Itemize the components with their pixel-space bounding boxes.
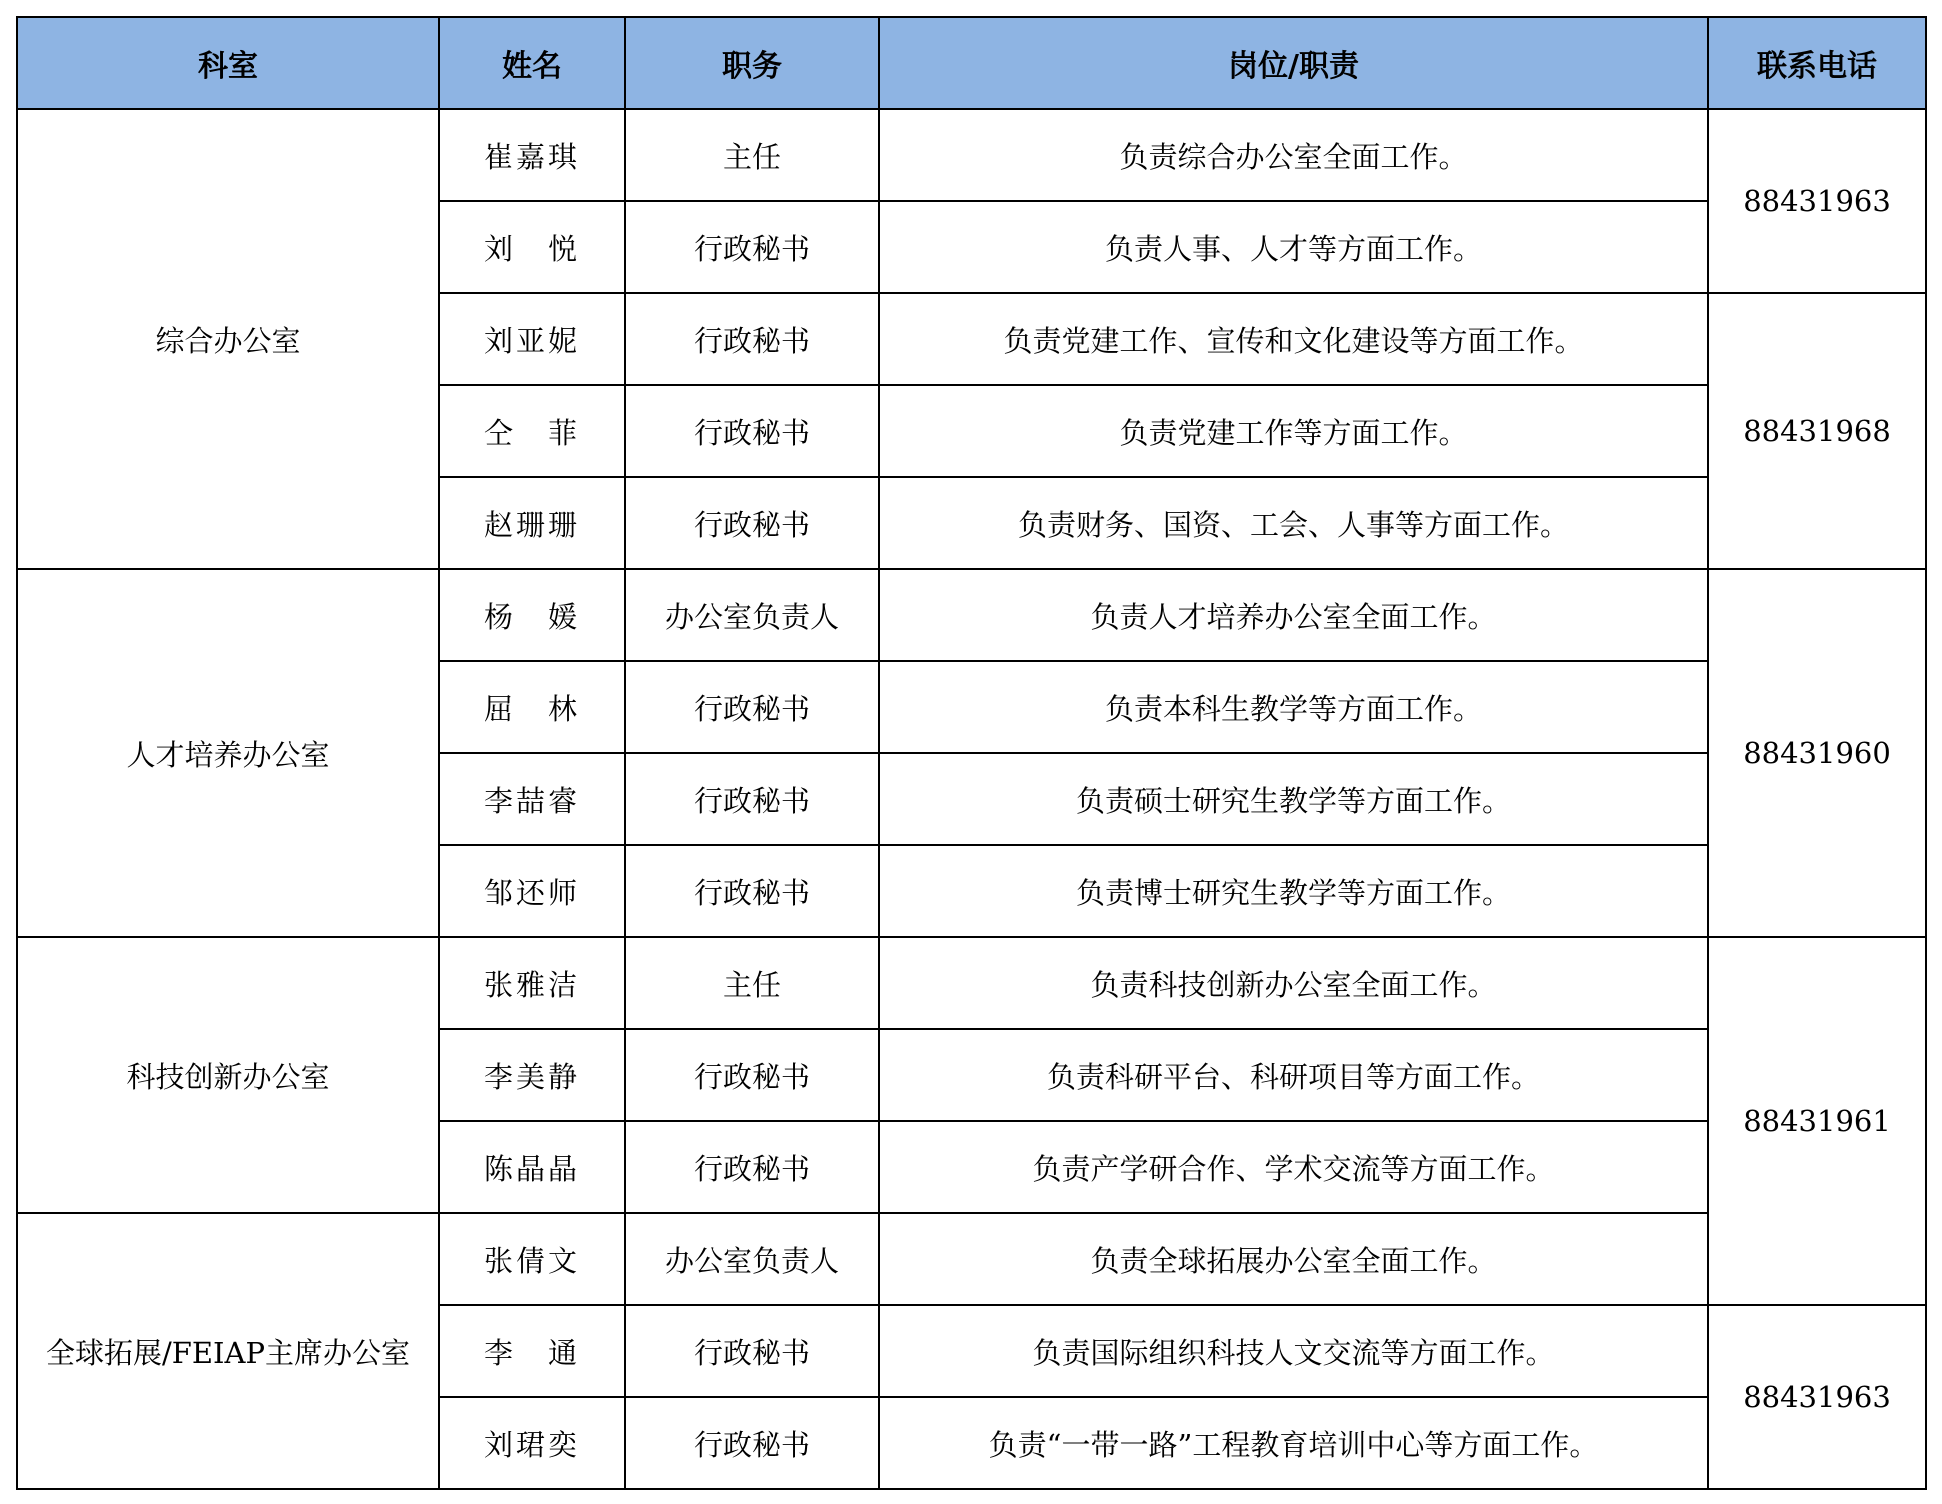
title-cell: 行政秘书 bbox=[625, 1121, 879, 1213]
name-cell: 赵珊珊 bbox=[439, 477, 625, 569]
title-cell: 行政秘书 bbox=[625, 1397, 879, 1489]
duty-cell: 负责科研平台、科研项目等方面工作。 bbox=[879, 1029, 1708, 1121]
title-cell: 行政秘书 bbox=[625, 477, 879, 569]
name-cell: 邹还师 bbox=[439, 845, 625, 937]
duty-cell: 负责财务、国资、工会、人事等方面工作。 bbox=[879, 477, 1708, 569]
duty-cell: 负责国际组织科技人文交流等方面工作。 bbox=[879, 1305, 1708, 1397]
phone-cell: 88431963 bbox=[1708, 1305, 1926, 1489]
duty-cell: 负责科技创新办公室全面工作。 bbox=[879, 937, 1708, 1029]
header-dept: 科室 bbox=[17, 17, 439, 109]
name-cell: 张雅洁 bbox=[439, 937, 625, 1029]
name-cell: 刘亚妮 bbox=[439, 293, 625, 385]
phone-cell: 88431963 bbox=[1708, 109, 1926, 293]
staff-contact-table bbox=[16, 16, 1927, 1490]
name-cell: 屈 林 bbox=[439, 661, 625, 753]
header-phone: 联系电话 bbox=[1708, 17, 1926, 109]
header-title: 职务 bbox=[625, 17, 879, 109]
name-cell: 刘珺奕 bbox=[439, 1397, 625, 1489]
table-row bbox=[17, 1213, 1926, 1305]
title-cell: 主任 bbox=[625, 937, 879, 1029]
name-cell: 陈晶晶 bbox=[439, 1121, 625, 1213]
phone-cell: 88431960 bbox=[1708, 569, 1926, 937]
header-duty: 岗位/职责 bbox=[879, 17, 1708, 109]
duty-cell: 负责全球拓展办公室全面工作。 bbox=[879, 1213, 1708, 1305]
title-cell: 行政秘书 bbox=[625, 1029, 879, 1121]
name-cell: 李美静 bbox=[439, 1029, 625, 1121]
duty-cell: 负责党建工作等方面工作。 bbox=[879, 385, 1708, 477]
title-cell: 行政秘书 bbox=[625, 661, 879, 753]
title-cell: 行政秘书 bbox=[625, 845, 879, 937]
name-cell: 刘 悦 bbox=[439, 201, 625, 293]
name-cell: 仝 菲 bbox=[439, 385, 625, 477]
name-cell: 崔嘉琪 bbox=[439, 109, 625, 201]
duty-cell: 负责博士研究生教学等方面工作。 bbox=[879, 845, 1708, 937]
phone-cell: 88431968 bbox=[1708, 293, 1926, 569]
name-cell: 杨 媛 bbox=[439, 569, 625, 661]
title-cell: 办公室负责人 bbox=[625, 569, 879, 661]
duty-cell: 负责本科生教学等方面工作。 bbox=[879, 661, 1708, 753]
duty-cell: 负责“一带一路”工程教育培训中心等方面工作。 bbox=[879, 1397, 1708, 1489]
duty-cell: 负责党建工作、宣传和文化建设等方面工作。 bbox=[879, 293, 1708, 385]
header-row bbox=[17, 17, 1926, 109]
header-name: 姓名 bbox=[439, 17, 625, 109]
phone-cell: 88431961 bbox=[1708, 937, 1926, 1305]
dept-cell: 综合办公室 bbox=[17, 109, 439, 569]
dept-cell: 人才培养办公室 bbox=[17, 569, 439, 937]
name-cell: 张倩文 bbox=[439, 1213, 625, 1305]
duty-cell: 负责人才培养办公室全面工作。 bbox=[879, 569, 1708, 661]
title-cell: 行政秘书 bbox=[625, 1305, 879, 1397]
title-cell: 行政秘书 bbox=[625, 753, 879, 845]
title-cell: 行政秘书 bbox=[625, 293, 879, 385]
duty-cell: 负责硕士研究生教学等方面工作。 bbox=[879, 753, 1708, 845]
name-cell: 李 通 bbox=[439, 1305, 625, 1397]
dept-cell: 科技创新办公室 bbox=[17, 937, 439, 1213]
table-row bbox=[17, 109, 1926, 201]
title-cell: 行政秘书 bbox=[625, 201, 879, 293]
name-cell: 李喆睿 bbox=[439, 753, 625, 845]
title-cell: 行政秘书 bbox=[625, 385, 879, 477]
duty-cell: 负责人事、人才等方面工作。 bbox=[879, 201, 1708, 293]
table-row bbox=[17, 569, 1926, 661]
title-cell: 主任 bbox=[625, 109, 879, 201]
table-row bbox=[17, 937, 1926, 1029]
duty-cell: 负责产学研合作、学术交流等方面工作。 bbox=[879, 1121, 1708, 1213]
dept-cell: 全球拓展/FEIAP主席办公室 bbox=[17, 1213, 439, 1489]
duty-cell: 负责综合办公室全面工作。 bbox=[879, 109, 1708, 201]
title-cell: 办公室负责人 bbox=[625, 1213, 879, 1305]
